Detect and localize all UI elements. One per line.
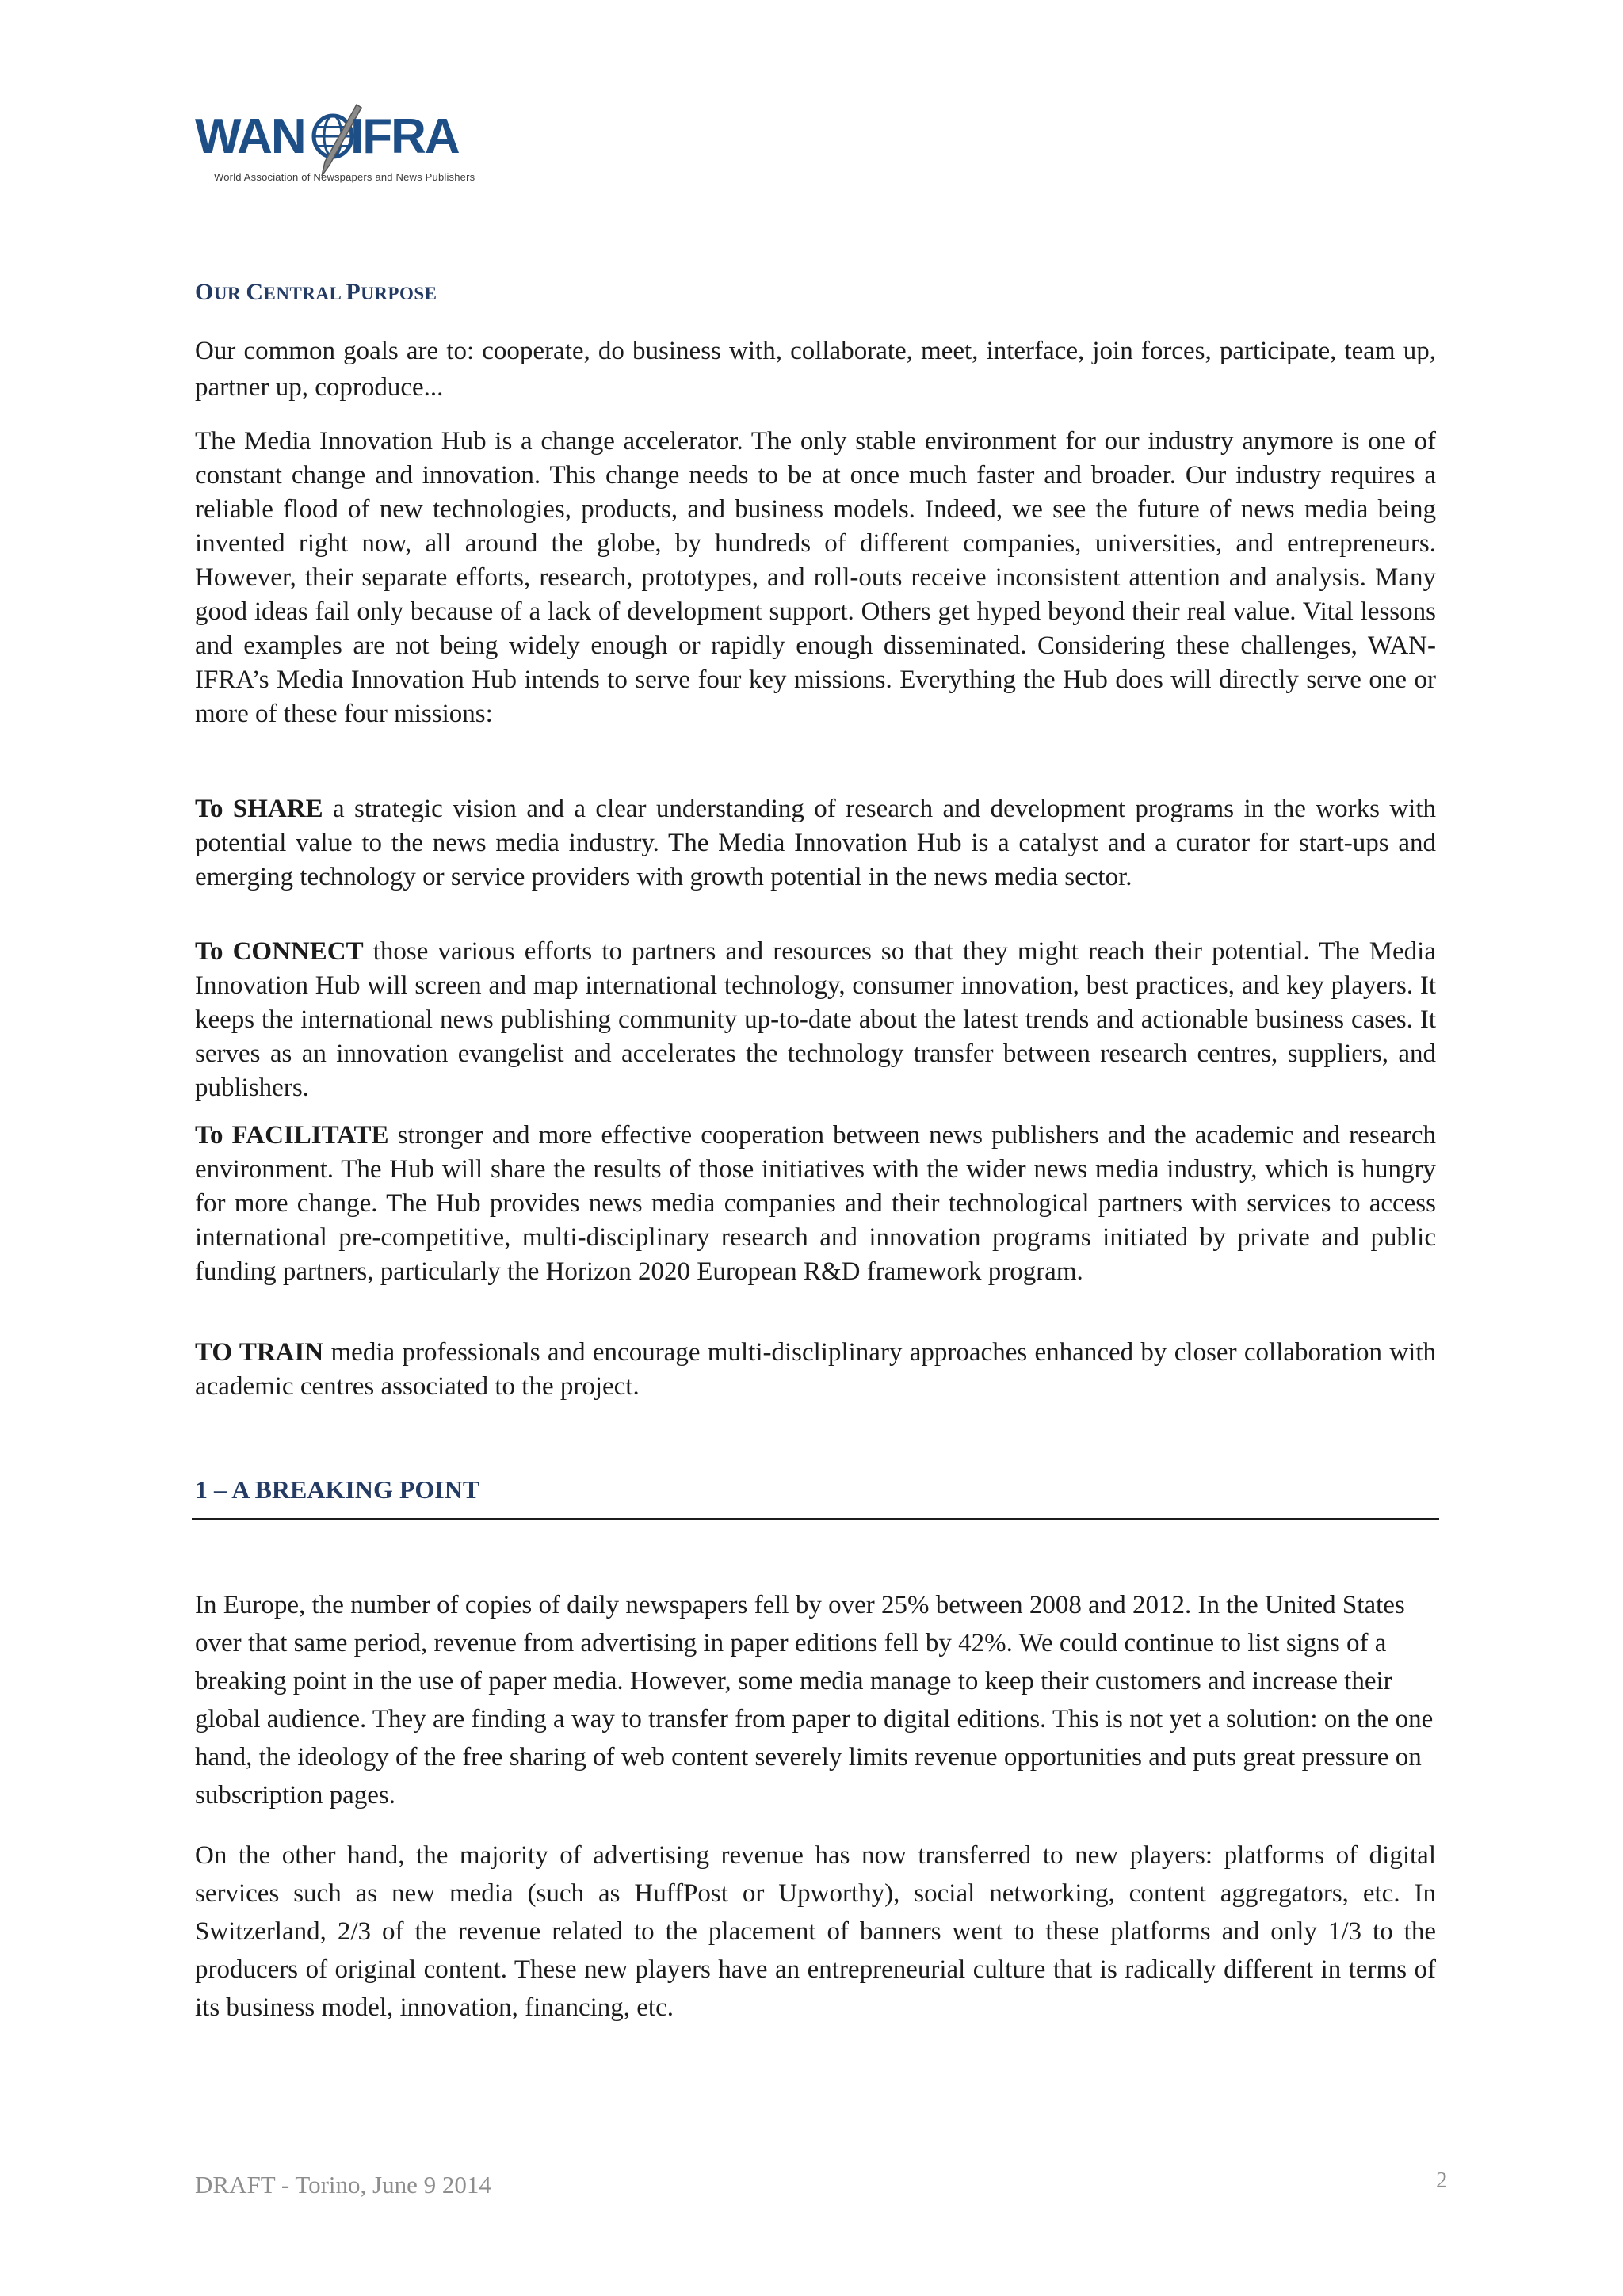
mission-lead: TO TRAIN <box>195 1338 324 1367</box>
mission-lead: To CONNECT <box>195 937 364 966</box>
wan-ifra-logo <box>195 95 496 198</box>
section-heading-breaking-point: 1 – A BREAKING POINT <box>195 1475 480 1504</box>
logo-tagline: World Association of Newspapers and News Publishers <box>214 171 475 183</box>
mission-facilitate-paragraph <box>195 1119 1436 1289</box>
heading-initial-o: O <box>195 279 214 305</box>
section-heading-central-purpose <box>195 279 437 306</box>
intro-paragraph: Our common goals are to: cooperate, do business with, collaborate, meet, interface, join forces, participate, team up, partner up, coproduce... <box>195 337 1436 402</box>
hub-description-paragraph: The Media Innovation Hub is a change accelerator. The only stable environment for our industry anymore is one of constant change and innovation. This change needs to be at once much faster and broader. Our industry requires a reliable flood of new technologies, products, and business models. Indeed, we see the future of news media being invented right now, all around the globe, by hundreds of different companies, universities, and entrepreneurs. However, their separate efforts, research, prototypes, and roll-outs receive inconsistent attention and analysis. Many good ideas fail only because of a lack of development support. Others get hyped beyond their real value. Vital lessons and examples are not being widely enough or rapidly enough disseminated. Considering these challenges, WAN-IFRA’s Media Innovation Hub intends to serve four key missions. Everything the Hub does will directly serve one or more of these four missions: <box>195 427 1436 728</box>
heading-part-urpose: URPOSE <box>361 284 437 303</box>
mission-text: media professionals and encourage multi-discliplinary approaches enhanced by closer collaboration with academic centres associated to the project. <box>195 1338 1436 1401</box>
mission-connect-paragraph <box>195 935 1436 1105</box>
mission-lead: To SHARE <box>195 795 323 823</box>
breaking-point-paragraph-2: On the other hand, the majority of advertising revenue has now transferred to new players: platforms of digital services such as new media (such as HuffPost or Upworthy), social networking, content aggregators, etc. In Switzerland, 2/3 of the revenue related to the placement of banners went to these platforms and only 1/3 to the producers of original content. These new players have an entrepreneurial culture that is radically different in terms of its business model, innovation, financing, etc. <box>195 1841 1436 2022</box>
heading-part-entral: ENTRAL <box>263 284 346 303</box>
mission-lead: To FACILITATE <box>195 1121 389 1150</box>
breaking-point-paragraph-1: In Europe, the number of copies of daily newspapers fell by over 25% between 2008 and 2012. In the United States over that same period, revenue from advertising in paper editions fell by 42%. We could continue to list signs of a breaking point in the use of paper media. However, some media manage to keep their customers and increase their global audience. They are finding a way to transfer from paper to digital editions. This is not yet a solution: on the one hand, the ideology of the free sharing of web content severely limits revenue opportunities and puts great pressure on subscription pages. <box>195 1591 1434 1810</box>
mission-text: a strategic vision and a clear understanding of research and development programs in the works with potential value to the news media industry. The Media Innovation Hub is a catalyst and a curator for start-ups and emerging technology or service providers with growth potential in the news media sector. <box>195 795 1436 891</box>
footer-draft-note: DRAFT - Torino, June 9 2014 <box>195 2171 491 2199</box>
logo-wan-text: WAN <box>195 109 305 164</box>
logo-ifra-text: IFRA <box>350 109 459 164</box>
heading-part-ur: UR <box>213 284 246 303</box>
section-divider <box>192 1518 1439 1520</box>
heading-initial-p: P <box>346 279 361 305</box>
mission-text: stronger and more effective cooperation between news publishers and the academic and research environment. The Hub will share the results of those initiatives with the wider news media industry, which is hungry for more change. The Hub provides news media companies and their technological partners with services to access international pre-competitive, multi-disciplinary research and innovation programs initiated by private and public funding partners, particularly the Horizon 2020 European R&D framework program. <box>195 1121 1437 1286</box>
mission-share-paragraph <box>195 792 1436 894</box>
heading-initial-c: C <box>246 279 264 305</box>
page-number: 2 <box>1436 2168 1448 2193</box>
mission-train-paragraph <box>195 1336 1436 1404</box>
mission-text: those various efforts to partners and resources so that they might reach their potential. The Media Innovation Hub will screen and map international technology, consumer innovation, best practices, and key players. It keeps the international news publishing community up-to-date about the latest trends and actionable business cases. It serves as an innovation evangelist and accelerates the technology transfer between research centres, suppliers, and publishers. <box>195 937 1437 1102</box>
